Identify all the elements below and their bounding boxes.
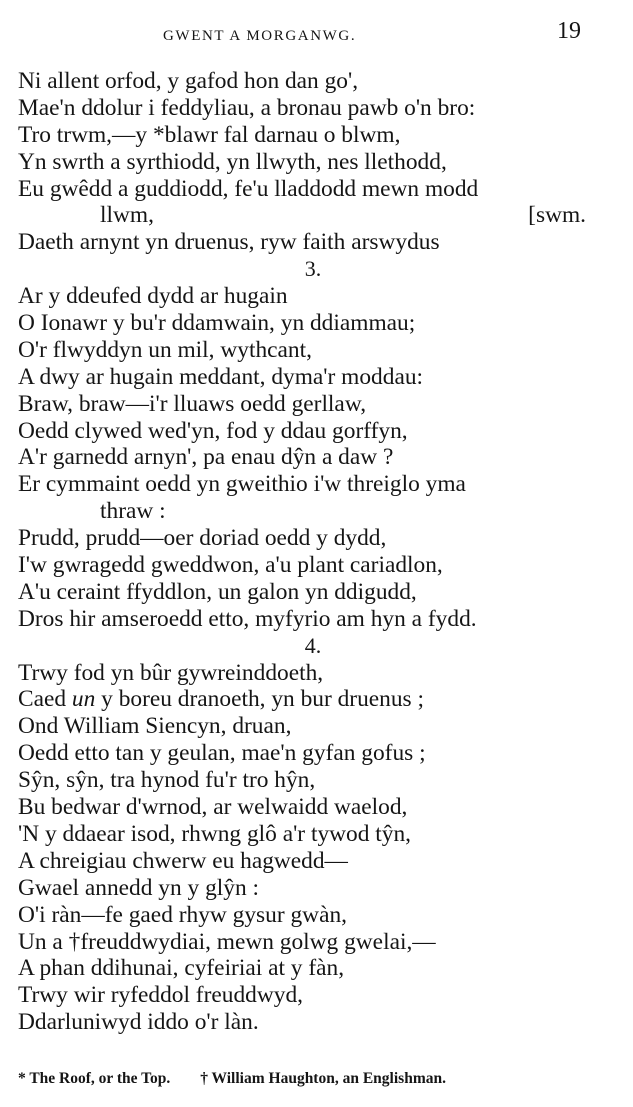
verse-line: Ond William Siencyn, druan, <box>18 713 292 740</box>
verse-line: A'u ceraint ffyddlon, un galon yn ddigudd, <box>18 578 417 605</box>
verse-line: O Ionawr y bu'r ddamwain, yn ddiammau; <box>18 310 416 337</box>
verse-line: Braw, braw—i'r lluaws oedd gerllaw, <box>18 390 367 417</box>
footnotes <box>18 1070 598 1088</box>
verse-line: Eu gwêdd a guddiodd, fe'u lladdodd mewn modd <box>18 175 479 202</box>
verse-line: Yn swrth a syrthiodd, yn llwyth, nes llethodd, <box>18 148 447 175</box>
verse-line: Trwy wir ryfeddol freuddwyd, <box>18 982 303 1009</box>
verse-line: Mae'n ddolur i feddyliau, a bronau pawb o'n bro: <box>18 94 476 121</box>
emphasis-word: un <box>71 686 96 713</box>
verse-line: Er cymmaint oedd yn gweithio i'w threiglo yma <box>18 471 466 498</box>
verse-line: Oedd etto tan y geulan, mae'n gyfan gofus ; <box>18 740 426 767</box>
verse-turnover-line: thraw : <box>100 498 166 525</box>
page-number: 19 <box>557 18 581 44</box>
verse-line: O'r flwyddyn un mil, wythcant, <box>18 336 312 363</box>
verse-line: Ddarluniwyd iddo o'r làn. <box>18 1009 259 1036</box>
page-header <box>0 18 633 48</box>
verse-line: I'w gwragedd gweddwon, a'u plant cariadlon, <box>18 552 443 579</box>
verse-line: Trwy fod yn bûr gywreinddoeth, <box>18 659 324 686</box>
verse-line: Ar y ddeufed dydd ar hugain <box>18 283 288 310</box>
verse-turnover-line <box>18 202 586 229</box>
turnover-left: llwm, <box>100 202 154 229</box>
verse-line: Dros hir amseroedd etto, myfyrio am hyn a fydd. <box>18 605 477 632</box>
verse-line: Sŷn, sŷn, tra hynod fu'r tro hŷn, <box>18 767 316 794</box>
stanza-number: 4. <box>304 632 322 658</box>
verse-line: Un a †freuddwydiai, mewn golwg gwelai,— <box>18 928 436 955</box>
verse-line: Tro trwm,—y *blawr fal darnau o blwm, <box>18 121 401 148</box>
verse-line: A dwy ar hugain meddant, dyma'r moddau: <box>18 363 424 390</box>
verse-line: 'N y ddaear isod, rhwng glô a'r tywod tŷn, <box>18 820 412 847</box>
verse-line: O'i ràn—fe gaed rhyw gysur gwàn, <box>18 901 347 928</box>
poem-body <box>18 68 588 1036</box>
verse-line: Ni allent orfod, y gafod hon dan go', <box>18 68 359 94</box>
stanza-number: 3. <box>304 256 322 282</box>
verse-line <box>18 686 588 713</box>
footnote-roof: * The Roof, or the Top. <box>18 1070 171 1087</box>
verse-line: A chreigiau chwerw eu hagwedd— <box>18 847 348 874</box>
verse-line: Gwael annedd yn y glŷn : <box>18 874 259 901</box>
verse-line: Bu bedwar d'wrnod, ar welwaidd waelod, <box>18 794 408 821</box>
verse-line: A phan ddihunai, cyfeiriai at y fàn, <box>18 955 345 982</box>
running-title: GWENT A MORGANWG. <box>163 28 357 44</box>
verse-text: Caed <box>18 686 72 713</box>
turnover-right: [swm. <box>528 202 586 229</box>
verse-line: Daeth arnynt yn druenus, ryw faith arswydus <box>18 229 440 256</box>
footnote-haughton: † William Haughton, an Englishman. <box>200 1070 446 1087</box>
verse-line: Prudd, prudd—oer doriad oedd y dydd, <box>18 525 387 552</box>
verse-line: A'r garnedd arnyn', pa enau dŷn a daw ? <box>18 444 394 471</box>
verse-text: y boreu dranoeth, yn bur druenus ; <box>95 686 425 713</box>
verse-line: Oedd clywed wed'yn, fod y ddau gorffyn, <box>18 417 408 444</box>
